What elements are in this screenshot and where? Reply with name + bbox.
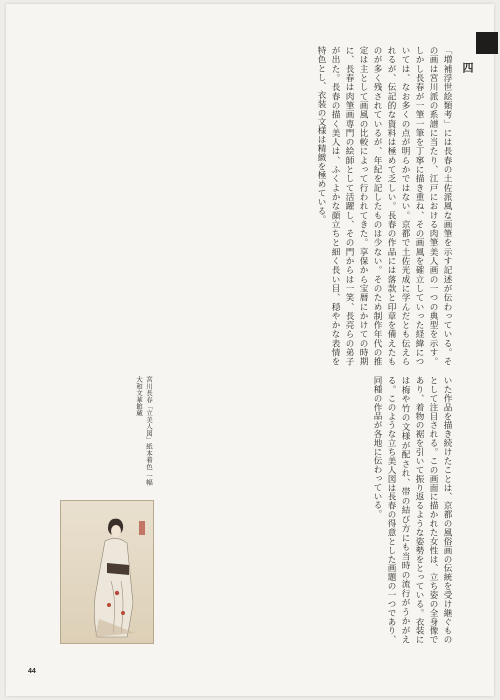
- body-text-lower: いた作品を描き続けたことは、京都の風俗画の伝統を受け継ぐものとして注目される。この画面に描かれた女性は、立ち姿の全身像であり、着物の裾を引いて振り返るような姿勢をとっている。衣装には梅や竹の文様が配され、帯の結び方にも当時の流行がうかがえる。このような立ち美人図は長春の得意とした画題の一つであり、同種の作品が各地に伝わっている。: [372, 376, 452, 644]
- section-number: 四: [461, 62, 474, 73]
- page-number: 44: [28, 668, 36, 675]
- figure-caption: 宮川長春「立美人図」紙本着色 一幅 大和文華館蔵: [135, 376, 153, 486]
- standing-beauty-image: [61, 501, 153, 643]
- figure-beauty-painting: [60, 500, 154, 644]
- document-page: [6, 4, 494, 696]
- section-marker: [476, 32, 498, 54]
- body-text-upper: 「増補浮世絵類考」には長春の土佐派風な画筆を示す記述が伝わっている。その画は宮川派の系譜に当たり、江戸における肉筆美人画の一つの典型を示す。しかし長春が一筆一筆を丁寧に描き重ね、その画風を確立していった経緯については、なお多くの点が明らかではない。京都で土佐光成に学んだとも伝えられるが、伝記的な資料は極めて乏しい。長春の作品には落款と印章を備えたものが多く残されているが、年紀を記したものは少ない。そのため制作年代の推定は主として画風の比較によって行われてきた。享保から宝暦にかけての時期に、長春は肉筆画専門の絵師として活躍し、その門からは一笑、長亮らの弟子が出た。長春の描く美人は、ふくよかな顔立ちと細く長い目、穏やかな表情を特色とし、衣装の文様は精緻を極めている。: [316, 46, 452, 366]
